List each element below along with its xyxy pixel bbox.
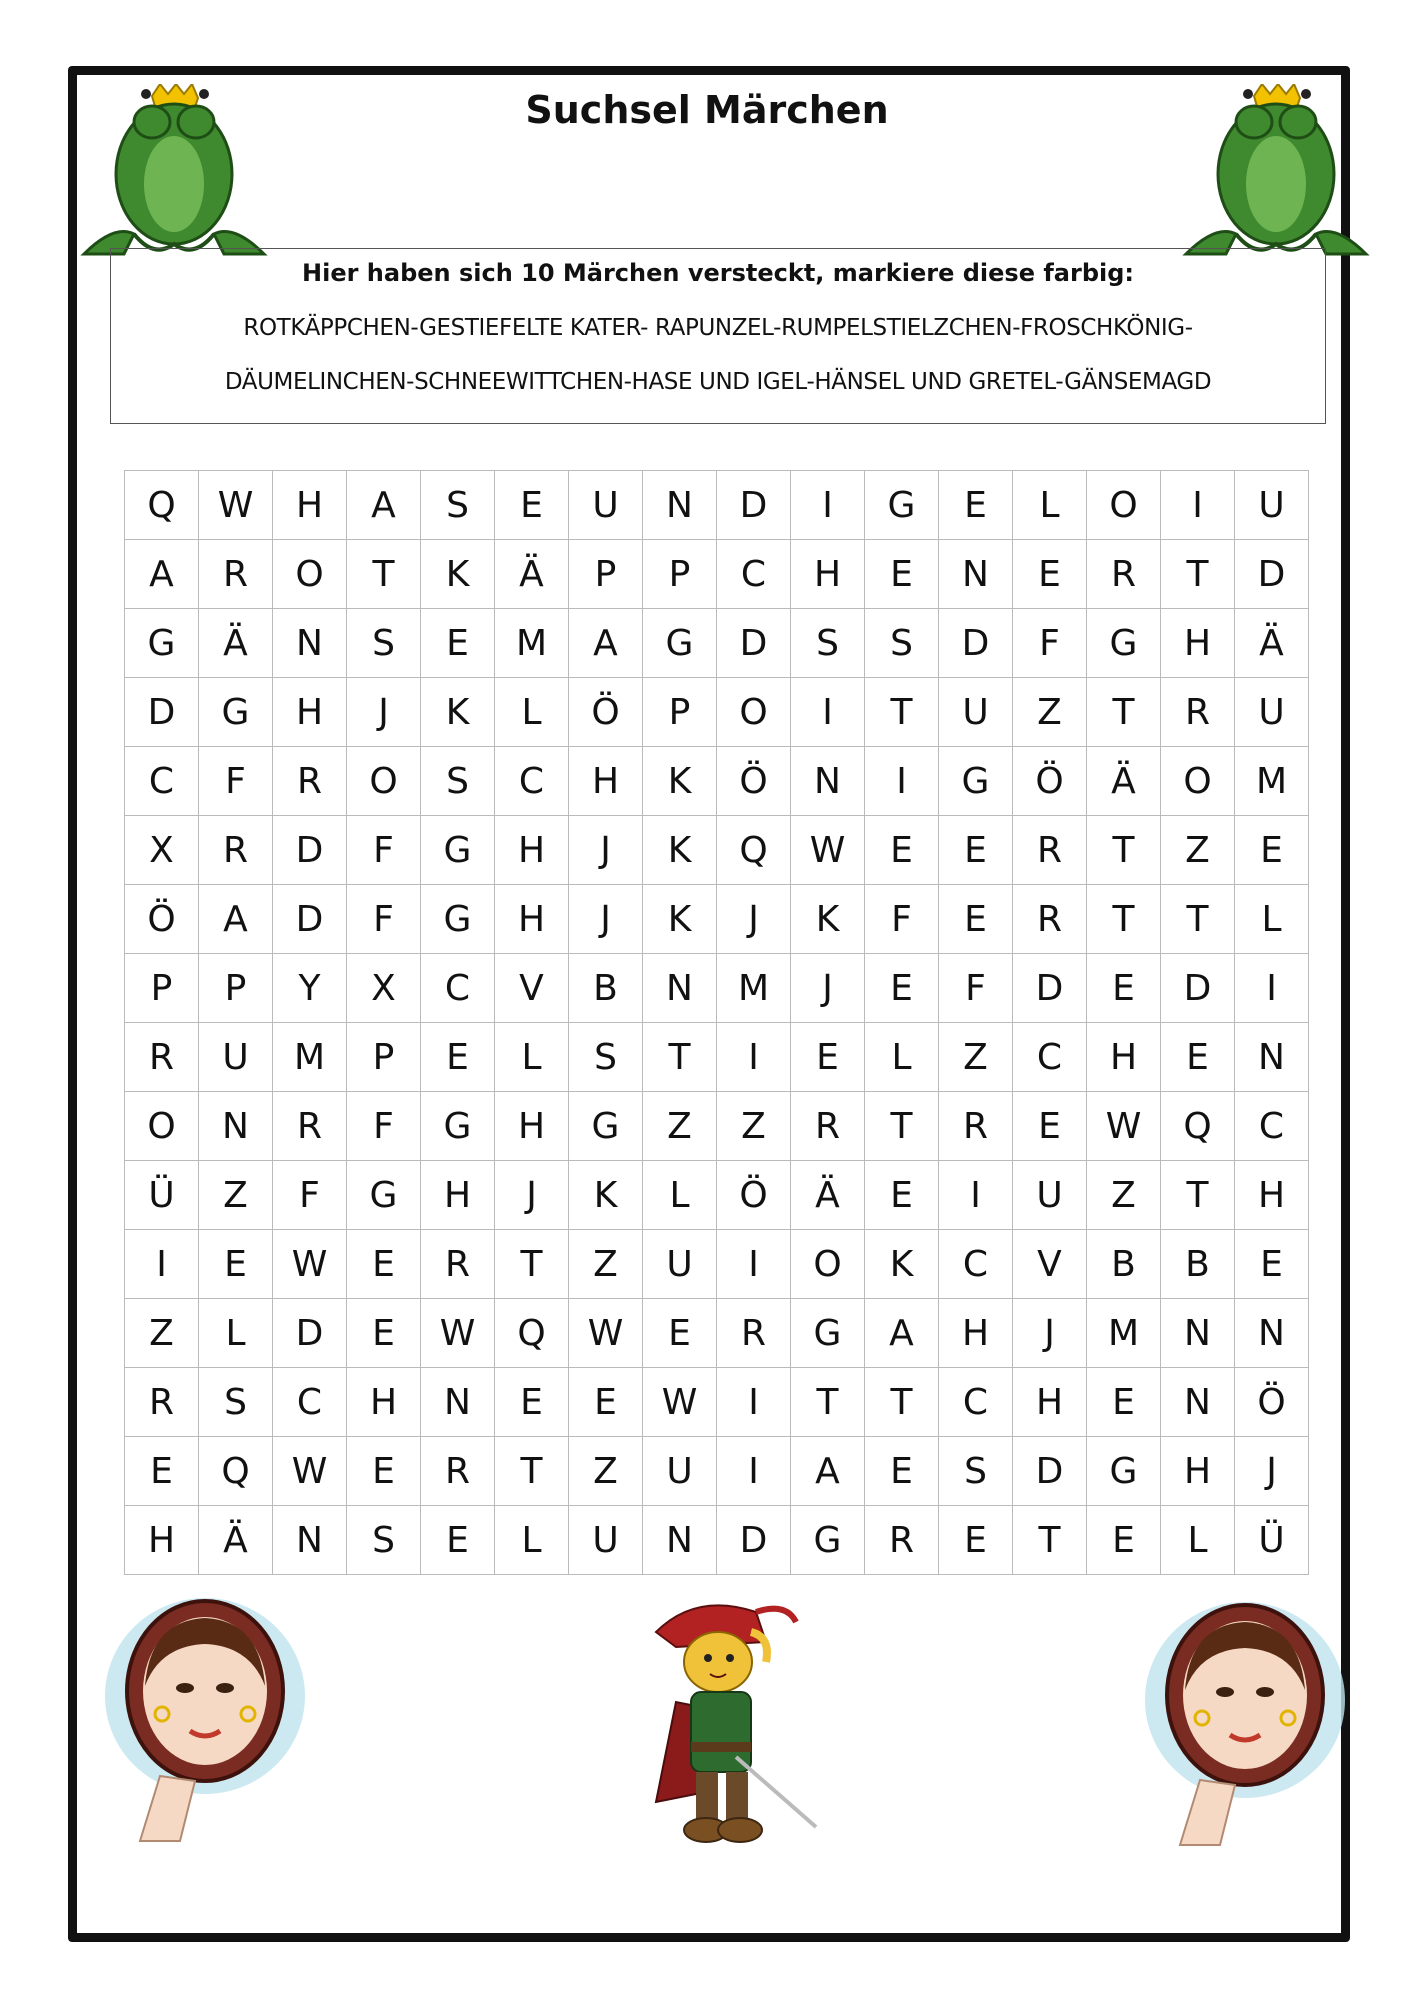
grid-cell[interactable]: Ä bbox=[1235, 609, 1309, 678]
grid-cell[interactable]: B bbox=[569, 954, 643, 1023]
grid-cell[interactable]: D bbox=[717, 471, 791, 540]
grid-cell[interactable]: G bbox=[421, 1092, 495, 1161]
grid-cell[interactable]: R bbox=[1013, 885, 1087, 954]
grid-cell[interactable]: A bbox=[125, 540, 199, 609]
grid-cell[interactable]: J bbox=[495, 1161, 569, 1230]
grid-cell[interactable]: M bbox=[1235, 747, 1309, 816]
grid-cell[interactable]: C bbox=[939, 1368, 1013, 1437]
grid-cell[interactable]: I bbox=[791, 678, 865, 747]
grid-cell[interactable]: T bbox=[865, 678, 939, 747]
grid-cell[interactable]: P bbox=[199, 954, 273, 1023]
grid-cell[interactable]: W bbox=[421, 1299, 495, 1368]
grid-cell[interactable]: Q bbox=[495, 1299, 569, 1368]
grid-cell[interactable]: F bbox=[347, 885, 421, 954]
grid-row bbox=[125, 747, 1309, 816]
grid-cell[interactable]: G bbox=[421, 885, 495, 954]
grid-cell[interactable]: L bbox=[1161, 1506, 1235, 1575]
grid-cell[interactable]: H bbox=[273, 471, 347, 540]
grid-cell[interactable]: U bbox=[569, 1506, 643, 1575]
grid-cell[interactable]: Z bbox=[125, 1299, 199, 1368]
grid-cell[interactable]: C bbox=[717, 540, 791, 609]
grid-cell[interactable]: P bbox=[643, 678, 717, 747]
grid-cell[interactable]: H bbox=[1235, 1161, 1309, 1230]
grid-cell[interactable]: T bbox=[1087, 885, 1161, 954]
grid-cell[interactable]: E bbox=[569, 1368, 643, 1437]
grid-cell[interactable]: K bbox=[865, 1230, 939, 1299]
grid-cell[interactable]: P bbox=[125, 954, 199, 1023]
grid-cell[interactable]: I bbox=[865, 747, 939, 816]
grid-cell[interactable]: S bbox=[865, 609, 939, 678]
grid-cell[interactable]: G bbox=[125, 609, 199, 678]
grid-cell[interactable]: D bbox=[939, 609, 1013, 678]
grid-cell[interactable]: T bbox=[1087, 678, 1161, 747]
grid-cell[interactable]: O bbox=[717, 678, 791, 747]
grid-cell[interactable]: Ö bbox=[569, 678, 643, 747]
grid-cell[interactable]: P bbox=[347, 1023, 421, 1092]
grid-cell[interactable]: E bbox=[199, 1230, 273, 1299]
grid-cell[interactable]: L bbox=[495, 678, 569, 747]
grid-cell[interactable]: R bbox=[273, 1092, 347, 1161]
grid-cell[interactable]: W bbox=[791, 816, 865, 885]
grid-cell[interactable]: N bbox=[1161, 1368, 1235, 1437]
grid-cell[interactable]: Z bbox=[1013, 678, 1087, 747]
grid-cell[interactable]: T bbox=[1161, 1161, 1235, 1230]
grid-cell[interactable]: I bbox=[717, 1437, 791, 1506]
grid-cell[interactable]: C bbox=[273, 1368, 347, 1437]
grid-cell[interactable]: W bbox=[273, 1230, 347, 1299]
grid-cell[interactable]: E bbox=[347, 1437, 421, 1506]
grid-cell[interactable]: J bbox=[569, 885, 643, 954]
grid-cell[interactable]: E bbox=[1087, 1368, 1161, 1437]
grid-cell[interactable]: S bbox=[421, 747, 495, 816]
grid-cell[interactable]: C bbox=[495, 747, 569, 816]
grid-cell[interactable]: Z bbox=[569, 1437, 643, 1506]
grid-cell[interactable]: G bbox=[643, 609, 717, 678]
grid-cell[interactable]: W bbox=[199, 471, 273, 540]
grid-cell[interactable]: M bbox=[273, 1023, 347, 1092]
grid-cell[interactable]: T bbox=[643, 1023, 717, 1092]
grid-cell[interactable]: Z bbox=[199, 1161, 273, 1230]
grid-cell[interactable]: N bbox=[1235, 1023, 1309, 1092]
grid-cell[interactable]: T bbox=[495, 1230, 569, 1299]
grid-cell[interactable]: D bbox=[1013, 954, 1087, 1023]
grid-cell[interactable]: G bbox=[939, 747, 1013, 816]
grid-row bbox=[125, 1023, 1309, 1092]
grid-cell[interactable]: H bbox=[125, 1506, 199, 1575]
grid-cell[interactable]: O bbox=[1087, 471, 1161, 540]
grid-row bbox=[125, 609, 1309, 678]
grid-cell[interactable]: G bbox=[347, 1161, 421, 1230]
grid-cell[interactable]: C bbox=[421, 954, 495, 1023]
grid-row bbox=[125, 1299, 1309, 1368]
grid-cell[interactable]: E bbox=[1161, 1023, 1235, 1092]
grid-cell[interactable]: S bbox=[421, 471, 495, 540]
grid-cell[interactable]: U bbox=[1013, 1161, 1087, 1230]
mirror-lady-icon bbox=[100, 1596, 310, 1846]
grid-cell[interactable]: T bbox=[791, 1368, 865, 1437]
grid-cell[interactable]: M bbox=[1087, 1299, 1161, 1368]
grid-cell[interactable]: E bbox=[1235, 816, 1309, 885]
grid-cell[interactable]: K bbox=[421, 678, 495, 747]
grid-cell[interactable]: N bbox=[1235, 1299, 1309, 1368]
grid-cell[interactable]: D bbox=[717, 609, 791, 678]
grid-cell[interactable]: N bbox=[643, 471, 717, 540]
grid-cell[interactable]: N bbox=[643, 954, 717, 1023]
grid-cell[interactable]: H bbox=[421, 1161, 495, 1230]
grid-cell[interactable]: F bbox=[939, 954, 1013, 1023]
grid-row bbox=[125, 816, 1309, 885]
grid-cell[interactable]: J bbox=[569, 816, 643, 885]
grid-cell[interactable]: O bbox=[125, 1092, 199, 1161]
grid-cell[interactable]: U bbox=[939, 678, 1013, 747]
grid-cell[interactable]: E bbox=[1013, 1092, 1087, 1161]
grid-row bbox=[125, 885, 1309, 954]
grid-cell[interactable]: O bbox=[791, 1230, 865, 1299]
grid-row bbox=[125, 1368, 1309, 1437]
grid-cell[interactable]: H bbox=[569, 747, 643, 816]
grid-cell[interactable]: U bbox=[1235, 471, 1309, 540]
grid-cell[interactable]: O bbox=[347, 747, 421, 816]
grid-cell[interactable]: Z bbox=[569, 1230, 643, 1299]
grid-cell[interactable]: L bbox=[1013, 471, 1087, 540]
grid-cell[interactable]: T bbox=[1161, 885, 1235, 954]
grid-cell[interactable]: E bbox=[421, 1023, 495, 1092]
grid-cell[interactable]: Ä bbox=[199, 609, 273, 678]
grid-cell[interactable]: I bbox=[717, 1230, 791, 1299]
grid-cell[interactable]: M bbox=[495, 609, 569, 678]
grid-cell[interactable]: N bbox=[273, 609, 347, 678]
grid-cell[interactable]: N bbox=[791, 747, 865, 816]
grid-cell[interactable]: E bbox=[347, 1299, 421, 1368]
grid-row bbox=[125, 1092, 1309, 1161]
grid-row bbox=[125, 1437, 1309, 1506]
grid-cell[interactable]: H bbox=[939, 1299, 1013, 1368]
grid-cell[interactable]: C bbox=[1013, 1023, 1087, 1092]
grid-cell[interactable]: T bbox=[1087, 816, 1161, 885]
grid-cell[interactable]: Z bbox=[643, 1092, 717, 1161]
grid-cell[interactable]: Q bbox=[125, 471, 199, 540]
grid-cell[interactable]: H bbox=[273, 678, 347, 747]
grid-cell[interactable]: A bbox=[791, 1437, 865, 1506]
grid-cell[interactable]: K bbox=[643, 885, 717, 954]
grid-cell[interactable]: P bbox=[643, 540, 717, 609]
grid-cell[interactable]: F bbox=[347, 816, 421, 885]
grid-cell[interactable]: N bbox=[199, 1092, 273, 1161]
grid-cell[interactable]: W bbox=[569, 1299, 643, 1368]
grid-cell[interactable]: E bbox=[125, 1437, 199, 1506]
grid-cell[interactable]: E bbox=[939, 471, 1013, 540]
grid-cell[interactable]: R bbox=[1013, 816, 1087, 885]
grid-cell[interactable]: K bbox=[791, 885, 865, 954]
grid-cell[interactable]: Ü bbox=[1235, 1506, 1309, 1575]
grid-row bbox=[125, 1161, 1309, 1230]
grid-cell[interactable]: E bbox=[865, 954, 939, 1023]
grid-cell[interactable]: C bbox=[1235, 1092, 1309, 1161]
grid-cell[interactable]: V bbox=[1013, 1230, 1087, 1299]
grid-cell[interactable]: T bbox=[865, 1092, 939, 1161]
grid-cell[interactable]: R bbox=[939, 1092, 1013, 1161]
grid-cell[interactable]: N bbox=[939, 540, 1013, 609]
grid-cell[interactable]: Ä bbox=[495, 540, 569, 609]
grid-cell[interactable]: D bbox=[717, 1506, 791, 1575]
grid-cell[interactable]: U bbox=[643, 1437, 717, 1506]
grid-cell[interactable]: S bbox=[199, 1368, 273, 1437]
grid-cell[interactable]: G bbox=[1087, 609, 1161, 678]
grid-cell[interactable]: E bbox=[865, 816, 939, 885]
grid-cell[interactable]: A bbox=[347, 471, 421, 540]
grid-cell[interactable]: R bbox=[865, 1506, 939, 1575]
grid-cell[interactable]: D bbox=[1235, 540, 1309, 609]
grid-cell[interactable]: T bbox=[347, 540, 421, 609]
grid-cell[interactable]: E bbox=[1235, 1230, 1309, 1299]
grid-cell[interactable]: E bbox=[1087, 954, 1161, 1023]
grid-cell[interactable]: Z bbox=[1087, 1161, 1161, 1230]
grid-cell[interactable]: P bbox=[569, 540, 643, 609]
grid-cell[interactable]: A bbox=[865, 1299, 939, 1368]
grid-cell[interactable]: T bbox=[1013, 1506, 1087, 1575]
grid-cell[interactable]: Z bbox=[717, 1092, 791, 1161]
grid-cell[interactable]: U bbox=[1235, 678, 1309, 747]
grid-cell[interactable]: H bbox=[495, 885, 569, 954]
grid-cell[interactable]: J bbox=[1235, 1437, 1309, 1506]
grid-cell[interactable]: F bbox=[865, 885, 939, 954]
grid-row bbox=[125, 1230, 1309, 1299]
grid-cell[interactable]: S bbox=[939, 1437, 1013, 1506]
grid-cell[interactable]: Ö bbox=[1235, 1368, 1309, 1437]
grid-cell[interactable]: Ö bbox=[125, 885, 199, 954]
grid-cell[interactable]: H bbox=[1161, 1437, 1235, 1506]
page-title: Suchsel Märchen bbox=[525, 88, 889, 132]
grid-cell[interactable]: D bbox=[273, 816, 347, 885]
grid-cell[interactable]: L bbox=[495, 1023, 569, 1092]
grid-cell[interactable]: C bbox=[939, 1230, 1013, 1299]
grid-cell[interactable]: R bbox=[125, 1368, 199, 1437]
grid-cell[interactable]: J bbox=[1013, 1299, 1087, 1368]
grid-cell[interactable]: E bbox=[495, 471, 569, 540]
grid-cell[interactable]: Y bbox=[273, 954, 347, 1023]
grid-cell[interactable]: U bbox=[643, 1230, 717, 1299]
grid-cell[interactable]: R bbox=[125, 1023, 199, 1092]
grid-cell[interactable]: L bbox=[199, 1299, 273, 1368]
grid-cell[interactable]: R bbox=[791, 1092, 865, 1161]
word-list-line-1: ROTKÄPPCHEN-GESTIEFELTE KATER- RAPUNZEL-RUMPELSTIELZCHEN-FROSCHKÖNIG- bbox=[243, 315, 1193, 341]
grid-cell[interactable]: G bbox=[1087, 1437, 1161, 1506]
grid-cell[interactable]: I bbox=[717, 1023, 791, 1092]
grid-cell[interactable]: B bbox=[1161, 1230, 1235, 1299]
grid-cell[interactable]: Z bbox=[939, 1023, 1013, 1092]
grid-cell[interactable]: R bbox=[273, 747, 347, 816]
grid-row bbox=[125, 954, 1309, 1023]
grid-cell[interactable]: R bbox=[717, 1299, 791, 1368]
grid-cell[interactable]: I bbox=[939, 1161, 1013, 1230]
grid-cell[interactable]: E bbox=[1087, 1506, 1161, 1575]
grid-cell[interactable]: R bbox=[1161, 678, 1235, 747]
grid-cell[interactable]: E bbox=[643, 1299, 717, 1368]
grid-cell[interactable]: I bbox=[1235, 954, 1309, 1023]
grid-row bbox=[125, 540, 1309, 609]
grid-cell[interactable]: E bbox=[865, 540, 939, 609]
grid-cell[interactable]: Ü bbox=[125, 1161, 199, 1230]
instructions-box bbox=[110, 248, 1326, 424]
grid-cell[interactable]: J bbox=[717, 885, 791, 954]
grid-cell[interactable]: O bbox=[1161, 747, 1235, 816]
grid-cell[interactable]: D bbox=[273, 1299, 347, 1368]
grid-cell[interactable]: K bbox=[421, 540, 495, 609]
grid-cell[interactable]: G bbox=[199, 678, 273, 747]
grid-cell[interactable]: E bbox=[421, 1506, 495, 1575]
grid-cell[interactable]: Q bbox=[199, 1437, 273, 1506]
grid-cell[interactable]: N bbox=[421, 1368, 495, 1437]
grid-cell[interactable]: X bbox=[125, 816, 199, 885]
grid-cell[interactable]: F bbox=[347, 1092, 421, 1161]
word-list-line-2: DÄUMELINCHEN-SCHNEEWITTCHEN-HASE UND IGEL-HÄNSEL UND GRETEL-GÄNSEMAGD bbox=[224, 369, 1212, 395]
grid-cell[interactable]: Z bbox=[1161, 816, 1235, 885]
grid-cell[interactable]: M bbox=[717, 954, 791, 1023]
grid-cell[interactable]: L bbox=[643, 1161, 717, 1230]
grid-cell[interactable]: L bbox=[865, 1023, 939, 1092]
grid-cell[interactable]: F bbox=[273, 1161, 347, 1230]
grid-cell[interactable]: L bbox=[1235, 885, 1309, 954]
grid-cell[interactable]: E bbox=[939, 816, 1013, 885]
mirror-lady-icon bbox=[1140, 1600, 1350, 1850]
grid-cell[interactable]: A bbox=[569, 609, 643, 678]
grid-cell[interactable]: I bbox=[125, 1230, 199, 1299]
grid-cell[interactable]: Ä bbox=[199, 1506, 273, 1575]
grid-cell[interactable]: K bbox=[569, 1161, 643, 1230]
grid-cell[interactable]: T bbox=[1161, 540, 1235, 609]
grid-cell[interactable]: J bbox=[791, 954, 865, 1023]
grid-cell[interactable]: H bbox=[1087, 1023, 1161, 1092]
grid-cell[interactable]: B bbox=[1087, 1230, 1161, 1299]
grid-cell[interactable]: N bbox=[1161, 1299, 1235, 1368]
grid-cell[interactable]: H bbox=[347, 1368, 421, 1437]
grid-cell[interactable]: F bbox=[1013, 609, 1087, 678]
grid-cell[interactable]: U bbox=[569, 471, 643, 540]
grid-cell[interactable]: G bbox=[569, 1092, 643, 1161]
grid-cell[interactable]: D bbox=[1161, 954, 1235, 1023]
grid-cell[interactable]: E bbox=[1013, 540, 1087, 609]
grid-cell[interactable]: R bbox=[1087, 540, 1161, 609]
grid-cell[interactable]: H bbox=[791, 540, 865, 609]
grid-cell[interactable]: X bbox=[347, 954, 421, 1023]
grid-cell[interactable]: Ö bbox=[717, 1161, 791, 1230]
grid-row bbox=[125, 1506, 1309, 1575]
grid-cell[interactable]: D bbox=[1013, 1437, 1087, 1506]
grid-cell[interactable]: E bbox=[939, 1506, 1013, 1575]
grid-cell[interactable]: H bbox=[1013, 1368, 1087, 1437]
grid-cell[interactable]: N bbox=[273, 1506, 347, 1575]
grid-cell[interactable]: Q bbox=[717, 816, 791, 885]
grid-cell[interactable]: T bbox=[495, 1437, 569, 1506]
grid-cell[interactable]: Q bbox=[1161, 1092, 1235, 1161]
grid-cell[interactable]: K bbox=[643, 747, 717, 816]
grid-cell[interactable]: Ö bbox=[717, 747, 791, 816]
grid-cell[interactable]: U bbox=[199, 1023, 273, 1092]
grid-cell[interactable]: H bbox=[495, 816, 569, 885]
grid-cell[interactable]: Ä bbox=[791, 1161, 865, 1230]
grid-cell[interactable]: T bbox=[865, 1368, 939, 1437]
grid-cell[interactable]: E bbox=[865, 1161, 939, 1230]
grid-cell[interactable]: D bbox=[125, 678, 199, 747]
grid-cell[interactable]: R bbox=[199, 540, 273, 609]
grid-cell[interactable]: G bbox=[791, 1506, 865, 1575]
grid-cell[interactable]: G bbox=[791, 1299, 865, 1368]
grid-cell[interactable]: H bbox=[495, 1092, 569, 1161]
grid-cell[interactable]: I bbox=[791, 471, 865, 540]
grid-cell[interactable]: W bbox=[273, 1437, 347, 1506]
grid-cell[interactable]: N bbox=[643, 1506, 717, 1575]
grid-cell[interactable]: G bbox=[865, 471, 939, 540]
grid-cell[interactable]: E bbox=[939, 885, 1013, 954]
grid-cell[interactable]: F bbox=[199, 747, 273, 816]
grid-cell[interactable]: I bbox=[717, 1368, 791, 1437]
grid-cell[interactable]: C bbox=[125, 747, 199, 816]
grid-cell[interactable]: G bbox=[421, 816, 495, 885]
grid-cell[interactable]: L bbox=[495, 1506, 569, 1575]
grid-cell[interactable]: O bbox=[273, 540, 347, 609]
grid-cell[interactable]: E bbox=[865, 1437, 939, 1506]
grid-cell[interactable]: S bbox=[347, 609, 421, 678]
grid-cell[interactable]: R bbox=[199, 816, 273, 885]
grid-cell[interactable]: H bbox=[1161, 609, 1235, 678]
grid-cell[interactable]: Ö bbox=[1013, 747, 1087, 816]
grid-cell[interactable]: R bbox=[421, 1437, 495, 1506]
puss-in-boots-icon bbox=[636, 1592, 836, 1852]
grid-cell[interactable]: E bbox=[347, 1230, 421, 1299]
grid-cell[interactable]: R bbox=[421, 1230, 495, 1299]
grid-cell[interactable]: I bbox=[1161, 471, 1235, 540]
grid-cell[interactable]: S bbox=[569, 1023, 643, 1092]
grid-cell[interactable]: E bbox=[495, 1368, 569, 1437]
grid-row bbox=[125, 471, 1309, 540]
grid-cell[interactable]: S bbox=[791, 609, 865, 678]
grid-cell[interactable]: K bbox=[643, 816, 717, 885]
grid-cell[interactable]: A bbox=[199, 885, 273, 954]
grid-cell[interactable]: W bbox=[643, 1368, 717, 1437]
grid-cell[interactable]: S bbox=[347, 1506, 421, 1575]
word-search-grid bbox=[124, 470, 1309, 1575]
grid-cell[interactable]: Ä bbox=[1087, 747, 1161, 816]
grid-cell[interactable]: W bbox=[1087, 1092, 1161, 1161]
grid-row bbox=[125, 678, 1309, 747]
grid-cell[interactable]: D bbox=[273, 885, 347, 954]
grid-cell[interactable]: E bbox=[791, 1023, 865, 1092]
grid-cell[interactable]: J bbox=[347, 678, 421, 747]
grid-cell[interactable]: V bbox=[495, 954, 569, 1023]
instructions-heading: Hier haben sich 10 Märchen versteckt, markiere diese farbig: bbox=[302, 259, 1134, 287]
grid-cell[interactable]: E bbox=[421, 609, 495, 678]
